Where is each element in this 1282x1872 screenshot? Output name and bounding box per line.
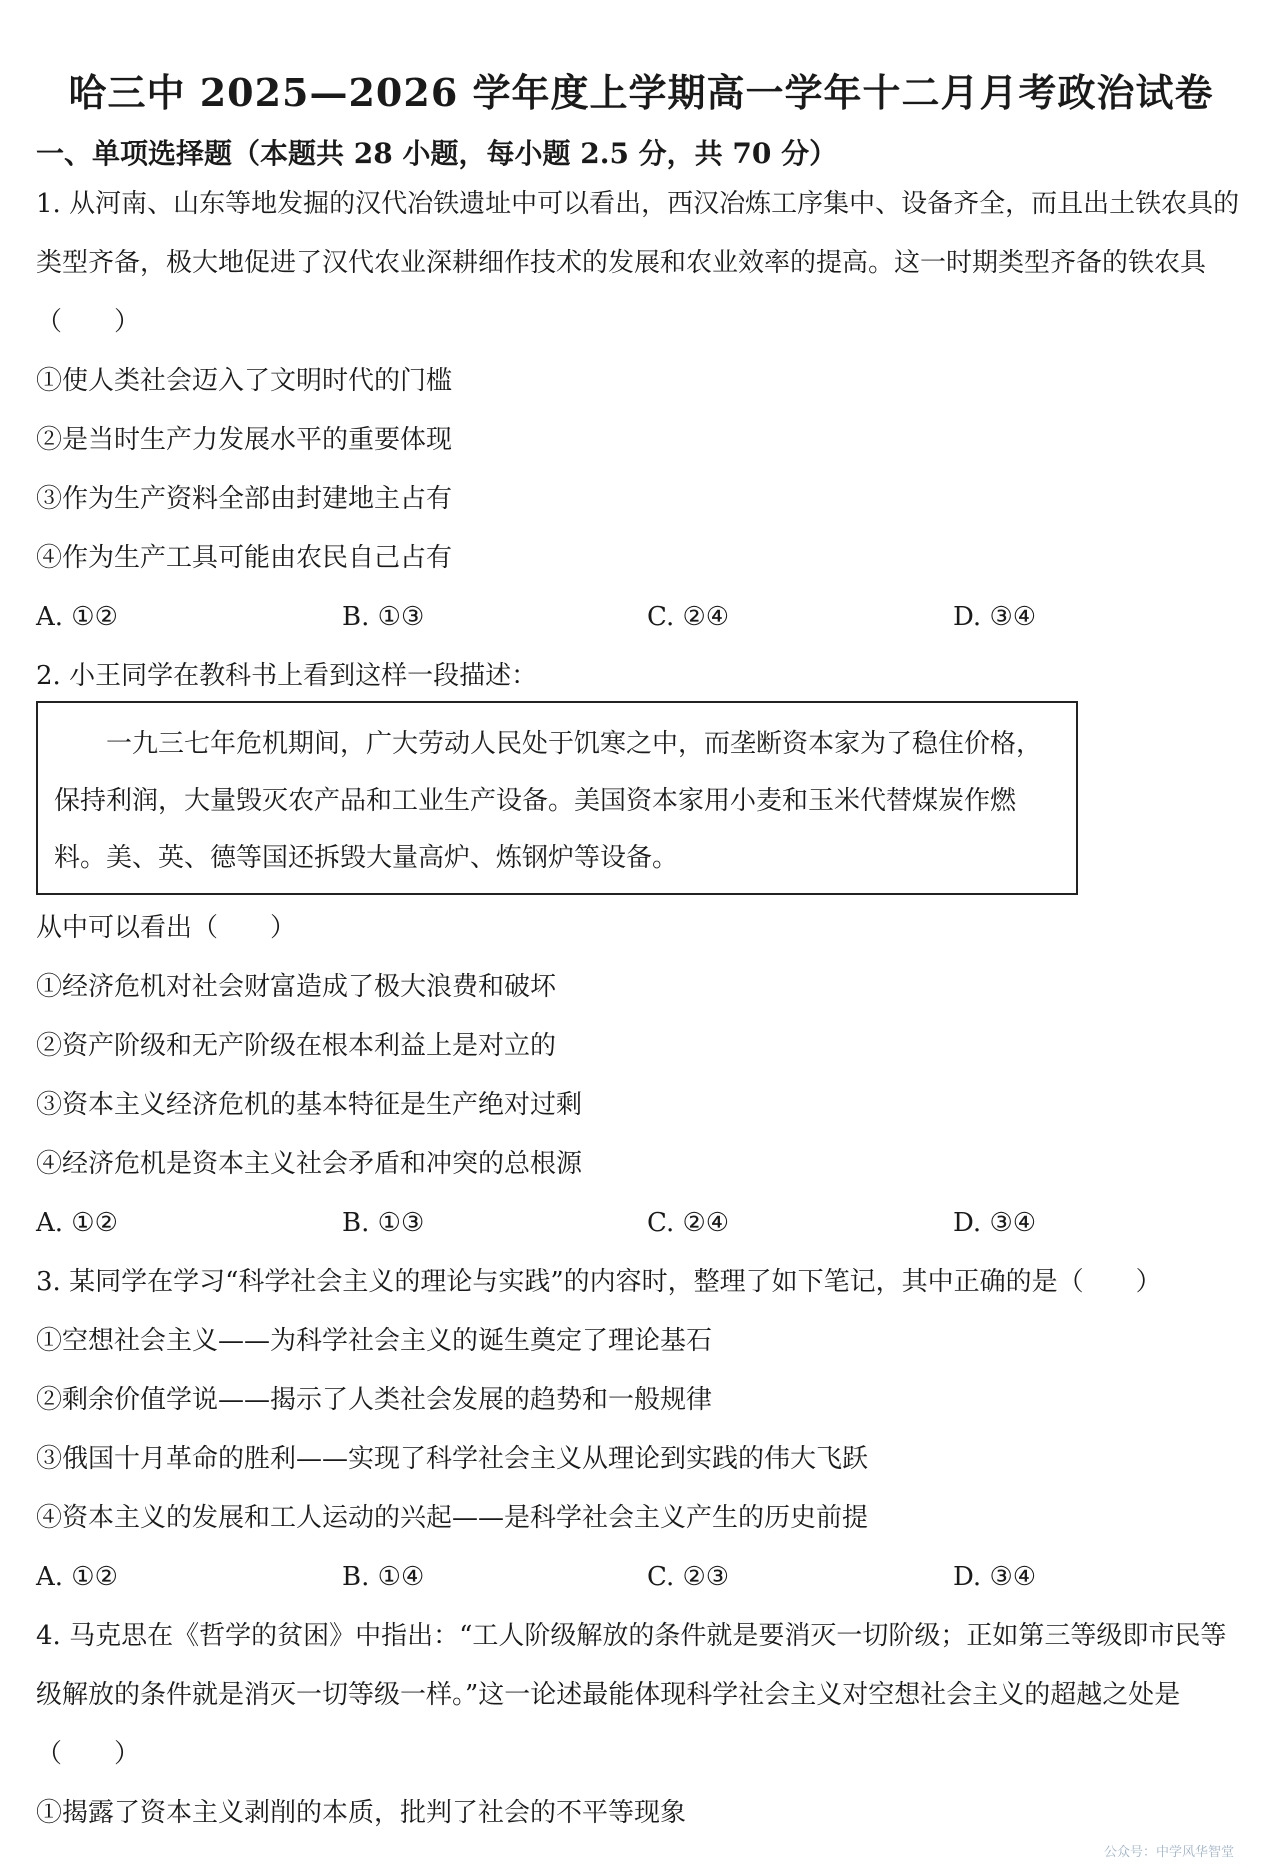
q1-option-d[interactable]: D. ③④ [953,602,1037,632]
q3-stem: 3. 某同学在学习“科学社会主义的理论与实践”的内容时，整理了如下笔记，其中正确的是（ ） [36,1267,1162,1297]
q1-stem-line: 1. 从河南、山东等地发掘的汉代冶铁遗址中可以看出，西汉冶炼工序集中、设备齐全，而且出土铁农具的 [36,189,1240,219]
q4-item: ①揭露了资本主义剥削的本质，批判了社会的不平等现象 [36,1798,687,1828]
exam-title: 哈三中 2025—2026 学年度上学期高一学年十二月月考政治试卷 [68,70,1214,115]
q4-stem-line: 4. 马克思在《哲学的贫困》中指出：“工人阶级解放的条件就是要消灭一切阶级；正如第三等级即市民等 [36,1621,1227,1651]
q2-material-line: 保持利润，大量毁灭农产品和工业生产设备。美国资本家用小麦和玉米代替煤炭作燃 [54,786,1017,816]
q3-option-a[interactable]: A. ①② [36,1562,118,1592]
q1-item: ③作为生产资料全部由封建地主占有 [36,484,453,514]
q1-option-a[interactable]: A. ①② [36,602,118,632]
q3-options [36,1560,1246,1594]
q2-stem: 2. 小王同学在教科书上看到这样一段描述： [36,661,538,691]
q2-option-c[interactable]: C. ②④ [647,1208,730,1238]
watermark: 公众号：中学风华智堂 [1103,1845,1234,1860]
q3-item: ①空想社会主义——为科学社会主义的诞生奠定了理论基石 [36,1326,713,1356]
q3-item: ②剩余价值学说——揭示了人类社会发展的趋势和一般规律 [36,1385,713,1415]
section-heading: 一、单项选择题（本题共 28 小题，每小题 2.5 分，共 70 分） [36,137,838,170]
q1-options [36,600,1246,634]
q2-material-line: 一九三七年危机期间，广大劳动人民处于饥寒之中，而垄断资本家为了稳住价格， [54,729,1043,759]
q4-answer-blank: （ ） [36,1739,141,1769]
q1-item: ①使人类社会迈入了文明时代的门槛 [36,366,453,396]
q4-stem-line: 级解放的条件就是消灭一切等级一样。”这一论述最能体现科学社会主义对空想社会主义的超越之处是 [36,1680,1181,1710]
q2-option-b[interactable]: B. ①③ [342,1208,425,1238]
q2-item: ②资产阶级和无产阶级在根本利益上是对立的 [36,1031,557,1061]
q3-item: ④资本主义的发展和工人运动的兴起——是科学社会主义产生的历史前提 [36,1503,869,1533]
q2-question: 从中可以看出（ ） [36,913,297,943]
q2-option-a[interactable]: A. ①② [36,1208,118,1238]
q1-option-c[interactable]: C. ②④ [647,602,730,632]
q1-option-b[interactable]: B. ①③ [342,602,425,632]
q1-stem-line: 类型齐备，极大地促进了汉代农业深耕细作技术的发展和农业效率的提高。这一时期类型齐备的铁农具 [36,248,1207,278]
q1-item: ④作为生产工具可能由农民自己占有 [36,543,453,573]
q2-material-box [36,701,1078,895]
q3-option-b[interactable]: B. ①④ [342,1562,425,1592]
q3-option-d[interactable]: D. ③④ [953,1562,1037,1592]
q3-item: ③俄国十月革命的胜利——实现了科学社会主义从理论到实践的伟大飞跃 [36,1444,869,1474]
q2-options [36,1206,1246,1240]
q2-material-line: 料。美、英、德等国还拆毁大量高炉、炼钢炉等设备。 [54,843,679,873]
q2-item: ③资本主义经济危机的基本特征是生产绝对过剩 [36,1090,583,1120]
q3-option-c[interactable]: C. ②③ [647,1562,730,1592]
q2-item: ①经济危机对社会财富造成了极大浪费和破坏 [36,972,557,1002]
q1-answer-blank: （ ） [36,307,141,337]
q1-item: ②是当时生产力发展水平的重要体现 [36,425,453,455]
q2-option-d[interactable]: D. ③④ [953,1208,1037,1238]
q2-item: ④经济危机是资本主义社会矛盾和冲突的总根源 [36,1149,583,1179]
